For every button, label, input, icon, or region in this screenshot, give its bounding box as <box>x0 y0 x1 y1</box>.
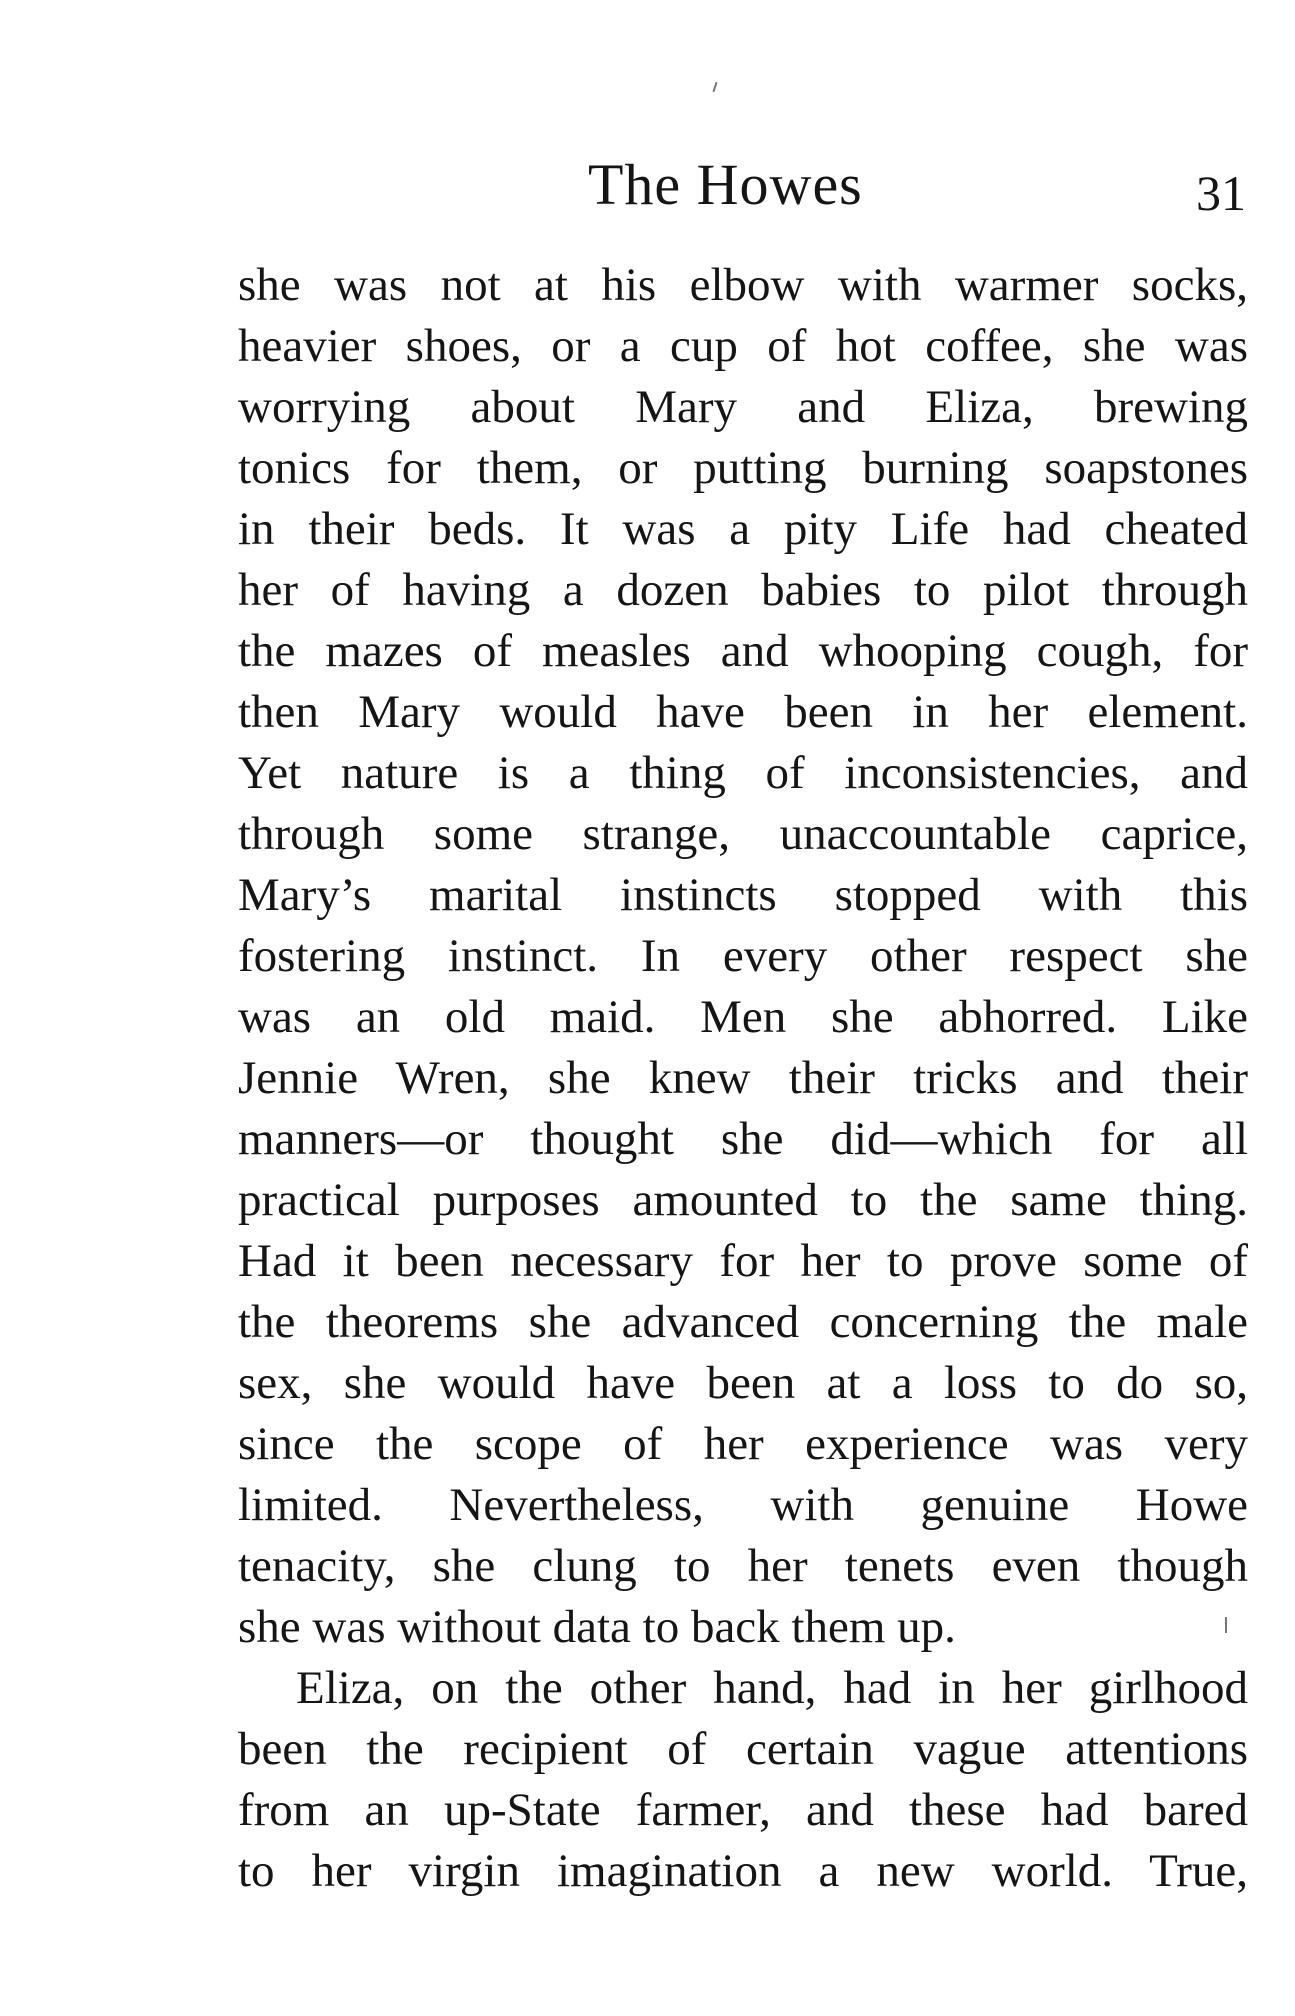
text-line: tonics for them, or putting burning soapstones <box>238 442 1248 494</box>
text-line: Mary’s marital instincts stopped with this <box>238 869 1248 921</box>
text-line: the theorems she advanced concerning the male <box>238 1296 1248 1348</box>
running-head <box>0 150 1295 220</box>
text-line: was an old maid. Men she abhorred. Like <box>238 991 1248 1043</box>
paragraph-2 <box>238 1658 1248 1902</box>
text-line: to her virgin imagination a new world. True, <box>238 1845 1248 1897</box>
text-line: the mazes of measles and whooping cough, for <box>238 625 1248 677</box>
text-line: through some strange, unaccountable caprice, <box>238 808 1248 860</box>
text-line: worrying about Mary and Eliza, brewing <box>238 381 1248 433</box>
text-line: from an up-State farmer, and these had bared <box>238 1784 1248 1836</box>
text-line: in their beds. It was a pity Life had cheated <box>238 503 1248 555</box>
running-title: The Howes <box>588 152 863 217</box>
text-line: her of having a dozen babies to pilot through <box>238 564 1248 616</box>
text-line: practical purposes amounted to the same thing. <box>238 1174 1248 1226</box>
text-line: she was without data to back them up. <box>238 1601 956 1653</box>
text-line: she was not at his elbow with warmer socks, <box>238 259 1248 311</box>
text-line: Had it been necessary for her to prove some of <box>238 1235 1248 1287</box>
page-number: 31 <box>1196 165 1246 221</box>
paragraph-1 <box>238 255 1248 1658</box>
text-line: limited. Nevertheless, with genuine Howe <box>238 1479 1248 1531</box>
text-line: fostering instinct. In every other respect she <box>238 930 1248 982</box>
text-line: manners—or thought she did—which for all <box>238 1113 1248 1165</box>
text-line: Jennie Wren, she knew their tricks and their <box>238 1052 1248 1104</box>
text-line: tenacity, she clung to her tenets even though <box>238 1540 1248 1592</box>
text-line: Yet nature is a thing of inconsistencies, and <box>238 747 1248 799</box>
text-line: sex, she would have been at a loss to do so, <box>238 1357 1248 1409</box>
text-line: heavier shoes, or a cup of hot coffee, she was <box>238 320 1248 372</box>
text-line: then Mary would have been in her element. <box>238 686 1248 738</box>
text-line: been the recipient of certain vague attentions <box>238 1723 1248 1775</box>
text-line: since the scope of her experience was very <box>238 1418 1248 1470</box>
scan-speck <box>713 82 718 92</box>
scan-speck <box>1225 1617 1227 1633</box>
body-text <box>238 255 1248 1902</box>
text-line: Eliza, on the other hand, had in her girlhood <box>296 1662 1248 1714</box>
